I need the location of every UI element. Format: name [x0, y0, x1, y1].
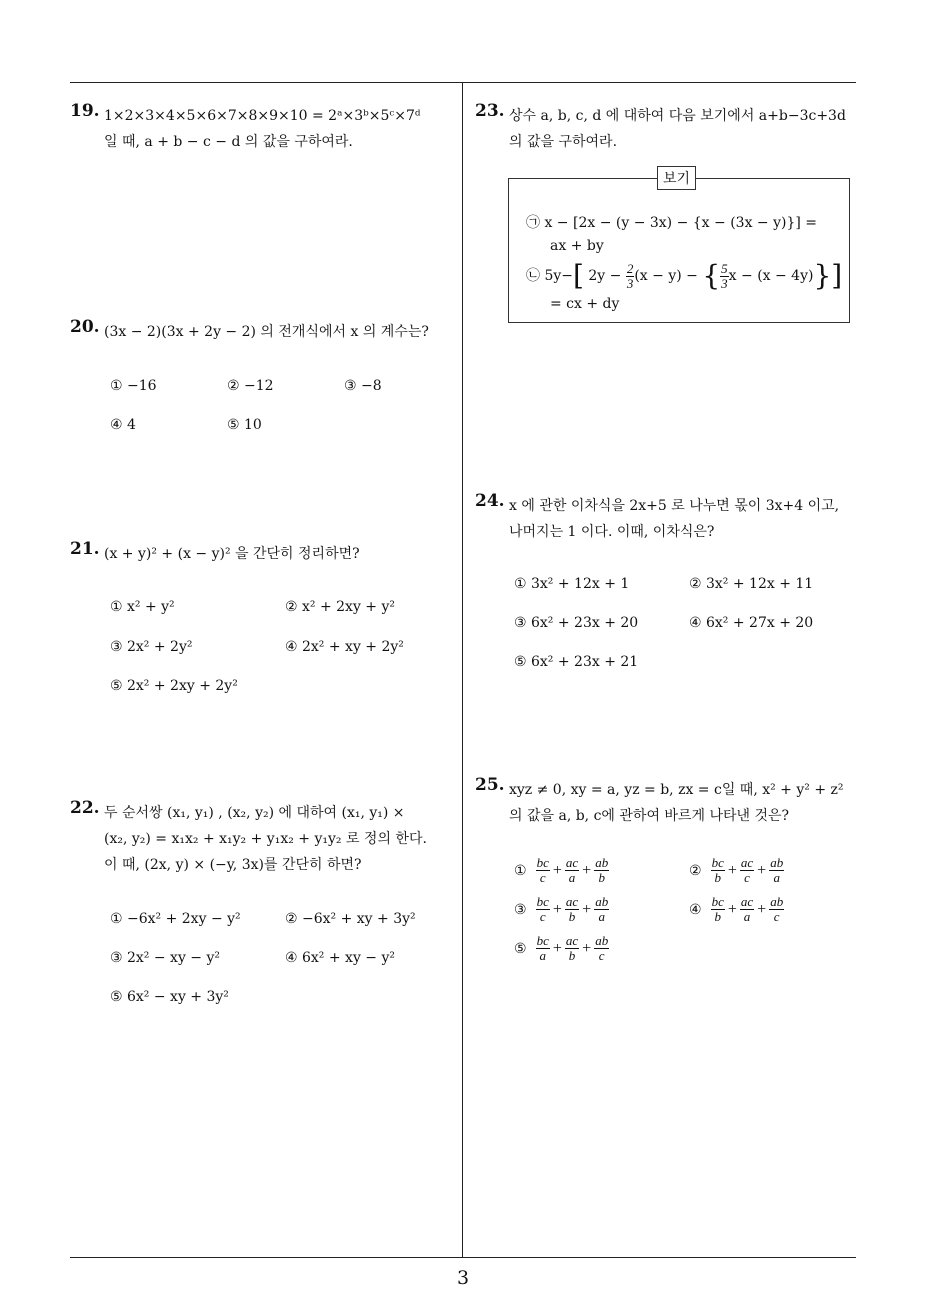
plus-sign: +	[727, 861, 737, 879]
question-22-line1: 두 순서쌍 (x₁, y₁) , (x₂, y₂) 에 대하여 (x₁, y₁) ×	[104, 805, 405, 821]
question-number: 19.	[70, 101, 100, 121]
option-5[interactable]	[514, 934, 609, 963]
column-divider	[462, 82, 463, 1257]
option-1[interactable]: ① x² + y²	[110, 599, 175, 615]
plus-sign: +	[552, 861, 562, 879]
option-5[interactable]: ⑤ 6x² − xy + 3y²	[110, 989, 229, 1005]
example-item-1-line2: ax + by	[550, 238, 604, 254]
question-23-line1: 상수 a, b, c, d 에 대하여 다음 보기에서 a+b−3c+3d	[509, 108, 846, 124]
option-2[interactable]: ② −6x² + xy + 3y²	[285, 911, 416, 927]
option-number: ①	[514, 862, 527, 879]
question-number: 23.	[475, 101, 505, 121]
option-4[interactable]: ④ 4	[110, 417, 136, 433]
fraction: $\frac{ab}{c}$	[770, 894, 784, 924]
option-2[interactable]: ② x² + 2xy + y²	[285, 599, 396, 615]
option-number: ⑤	[514, 940, 527, 957]
option-1[interactable]: ① 3x² + 12x + 1	[514, 576, 630, 592]
fraction: $\frac{5}{3}$	[721, 260, 728, 291]
fraction: $\frac{ac}{b}$	[565, 894, 579, 924]
fraction: $\frac{ac}{c}$	[740, 855, 754, 885]
question-number: 22.	[70, 798, 100, 818]
bottom-rule	[70, 1257, 856, 1258]
option-1[interactable]: ① −16	[110, 378, 157, 394]
question-20-stem: (3x − 2)(3x + 2y − 2) 의 전개식에서 x 의 계수는?	[104, 324, 429, 340]
example-item-2-line1: ㉡ 5y−[ 2y − $\frac{2}{3}$ (x − y) − { $\frac{5}{3}$ x − (x − 4y)}]	[526, 259, 843, 292]
question-21-stem: (x + y)² + (x − y)² 을 간단히 정리하면?	[104, 546, 360, 562]
question-number: 24.	[475, 491, 505, 511]
question-number: 25.	[475, 775, 505, 795]
question-22-line3: 이 때, (2x, y) × (−y, 3x)를 간단히 하면?	[104, 857, 362, 873]
fraction: $\frac{ac}{a}$	[740, 894, 754, 924]
option-4[interactable]	[689, 895, 784, 924]
question-number: 20.	[70, 317, 100, 337]
option-4[interactable]: ④ 6x² + 27x + 20	[689, 615, 814, 631]
fraction: $\frac{ac}{b}$	[565, 933, 579, 963]
example-item-1-line1: ㉠ x − [2x − (y − 3x) − {x − (3x − y)}] =	[526, 215, 818, 231]
plus-sign: +	[727, 900, 737, 918]
option-2[interactable]: ② 3x² + 12x + 11	[689, 576, 814, 592]
option-3[interactable]	[514, 895, 609, 924]
option-5[interactable]: ⑤ 2x² + 2xy + 2y²	[110, 678, 238, 694]
fraction: $\frac{ac}{a}$	[565, 855, 579, 885]
fraction: $\frac{ab}{a}$	[770, 855, 784, 885]
top-rule	[70, 82, 856, 83]
question-24-line1: x 에 관한 이차식을 2x+5 로 나누면 몫이 3x+4 이고,	[509, 498, 840, 514]
fraction: $\frac{bc}{b}$	[711, 894, 724, 924]
example-box-title: 보기	[657, 166, 696, 190]
option-number: ④	[689, 901, 702, 918]
option-4[interactable]: ④ 6x² + xy − y²	[285, 950, 396, 966]
option-2[interactable]	[689, 856, 784, 885]
question-19-line1: 1×2×3×4×5×6×7×8×9×10 = 2ᵃ×3ᵇ×5ᶜ×7ᵈ	[104, 108, 421, 124]
plus-sign: +	[582, 900, 592, 918]
option-4[interactable]: ④ 2x² + xy + 2y²	[285, 639, 404, 655]
option-3[interactable]: ③ 6x² + 23x + 20	[514, 615, 639, 631]
option-5[interactable]: ⑤ 6x² + 23x + 21	[514, 654, 639, 670]
fraction: $\frac{ab}{b}$	[595, 855, 609, 885]
fraction: $\frac{bc}{c}$	[536, 855, 549, 885]
option-3[interactable]: ③ 2x² + 2y²	[110, 639, 193, 655]
option-3[interactable]: ③ −8	[344, 378, 382, 394]
option-2[interactable]: ② −12	[227, 378, 274, 394]
option-number: ③	[514, 901, 527, 918]
fraction: $\frac{bc}{a}$	[536, 933, 549, 963]
plus-sign: +	[582, 939, 592, 957]
question-number: 21.	[70, 539, 100, 559]
fraction: $\frac{bc}{c}$	[536, 894, 549, 924]
option-number: ②	[689, 862, 702, 879]
option-3[interactable]: ③ 2x² − xy − y²	[110, 950, 221, 966]
example-item-2-line2: = cx + dy	[550, 296, 620, 312]
plus-sign: +	[582, 861, 592, 879]
fraction: $\frac{bc}{b}$	[711, 855, 724, 885]
fraction: $\frac{2}{3}$	[626, 260, 634, 291]
question-22-line2: (x₂, y₂) = x₁x₂ + x₁y₂ + y₁x₂ + y₁y₂ 로 정의 한다.	[104, 831, 427, 847]
question-25-line2: 의 값을 a, b, c에 관하여 바르게 나타낸 것은?	[509, 808, 790, 824]
plus-sign: +	[552, 900, 562, 918]
page-number: 3	[456, 1267, 470, 1289]
question-25-line1: xyz ≠ 0, xy = a, yz = b, zx = c일 때, x² + y² + z²	[509, 782, 844, 798]
question-23-line2: 의 값을 구하여라.	[509, 134, 618, 150]
plus-sign: +	[757, 861, 767, 879]
fraction: $\frac{ab}{a}$	[595, 894, 609, 924]
fraction: $\frac{ab}{c}$	[595, 933, 609, 963]
question-19-line2: 일 때, a + b − c − d 의 값을 구하여라.	[104, 134, 353, 150]
plus-sign: +	[552, 939, 562, 957]
question-24-line2: 나머지는 1 이다. 이때, 이차식은?	[509, 524, 715, 540]
plus-sign: +	[757, 900, 767, 918]
option-1[interactable]	[514, 856, 609, 885]
option-5[interactable]: ⑤ 10	[227, 417, 262, 433]
option-1[interactable]: ① −6x² + 2xy − y²	[110, 911, 241, 927]
